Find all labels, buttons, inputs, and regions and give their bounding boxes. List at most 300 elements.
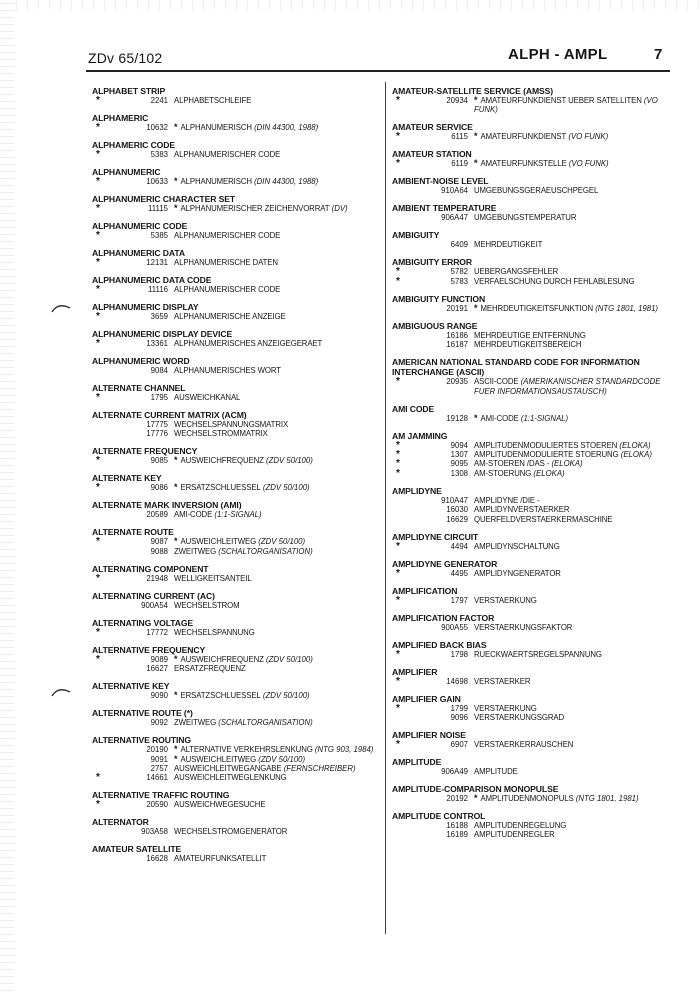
translation-line	[92, 601, 382, 610]
entry-term: ALTERNATE FREQUENCY	[92, 446, 198, 457]
source-reference: (ELOKA)	[551, 459, 583, 469]
translation-text: VERSTAERKUNG	[474, 703, 537, 713]
translation-text: ALPHABETSCHLEIFE	[174, 96, 252, 105]
standard-marker: *	[174, 744, 178, 755]
translation-text: UMGEBUNGSGERAEUSCHPEGEL	[474, 186, 599, 196]
translation-line	[392, 213, 682, 222]
source-reference: (ELOKA)	[619, 440, 651, 450]
translation-line	[92, 231, 382, 240]
translation-text: MEHRDEUTIGKEITSFUNKTION	[480, 303, 594, 313]
entry-star-marker: *	[396, 376, 400, 388]
entry-number: 5383	[150, 150, 168, 159]
translation-text: AMPLITUDE	[474, 767, 518, 777]
entry-number: 14698	[446, 676, 468, 686]
translation-line	[92, 456, 382, 465]
source-reference: (ZDV 50/100)	[266, 654, 313, 664]
entry-number: 9096	[450, 713, 468, 723]
translation-line	[392, 704, 682, 713]
translation-text: VERSTAERKER	[474, 676, 531, 686]
translation-text: WECHSELSTROMGENERATOR	[174, 827, 288, 837]
translation-text: AMPLITUDENREGELUNG	[474, 821, 567, 831]
entry-number: 10632	[146, 123, 168, 132]
translation-line	[392, 623, 682, 632]
entry-number: 6115	[451, 132, 468, 142]
translation-line	[392, 450, 682, 459]
dictionary-entry	[392, 321, 682, 350]
entry-term: ALTERNATING CURRENT (AC)	[92, 590, 215, 601]
translation-line	[392, 596, 682, 605]
translation-line	[392, 277, 682, 286]
translation-text: ALPHANUMERISCH	[180, 177, 252, 186]
dictionary-entry	[392, 486, 682, 524]
dictionary-entry	[92, 302, 382, 321]
entry-number: 1798	[450, 649, 468, 659]
translation-text: WECHSELSPANNUNGSMATRIX	[174, 420, 289, 429]
entry-number: 11115	[148, 204, 168, 213]
translation-line	[92, 664, 382, 673]
translation-text: ZWEITWEG	[174, 546, 217, 556]
translation-line	[92, 764, 382, 773]
entry-star-marker: *	[396, 540, 400, 552]
entry-number: 1795	[150, 393, 168, 402]
dictionary-entry	[392, 257, 682, 286]
translation-line	[92, 827, 382, 836]
entry-star-marker: *	[396, 439, 400, 451]
dictionary-entry	[92, 221, 382, 240]
dictionary-entry	[392, 667, 682, 686]
translation-text: AMATEURFUNKSATELLIT	[174, 854, 267, 864]
header-page-number: 7	[654, 46, 663, 63]
translation-text: WECHSELSTROM	[174, 600, 240, 610]
dictionary-entry	[392, 431, 682, 479]
entry-number: 6119	[451, 159, 468, 169]
dictionary-entry	[92, 194, 382, 213]
dictionary-entry	[392, 294, 682, 313]
entry-term: ALTERNATING VOLTAGE	[92, 617, 194, 628]
translation-text: VERFAELSCHUNG DURCH FEHLABLESUNG	[474, 276, 635, 286]
translation-text: AUSWEICHLEITWEGANGABE	[174, 764, 282, 774]
translation-line	[92, 800, 382, 809]
entry-term: AMBIGUITY	[392, 230, 440, 241]
translation-line	[392, 767, 682, 776]
entry-star-marker: *	[96, 203, 100, 214]
entry-number: 19128	[446, 413, 468, 423]
entry-number: 9091	[150, 754, 168, 764]
translation-line	[92, 574, 382, 583]
dictionary-entry	[92, 844, 382, 863]
translation-text: ASCII-CODE	[474, 377, 519, 387]
translation-line	[92, 123, 382, 132]
dictionary-entry	[392, 640, 682, 659]
entry-number: 4495	[450, 568, 468, 578]
dictionary-entry	[392, 811, 682, 840]
translation-text: AUSWEICHLEITWEGLENKUNG	[174, 773, 287, 783]
entry-number: 20590	[146, 800, 168, 810]
entry-term: ALTERNATOR	[92, 817, 149, 828]
translation-text: ALPHANUMERISCHE DATEN	[174, 258, 278, 267]
translation-text: ERSATZSCHLUESSEL	[180, 691, 261, 701]
entry-star-marker: *	[396, 95, 400, 106]
entry-term: ALTERNATING COMPONENT	[92, 563, 209, 574]
entry-number: 9088	[150, 546, 168, 556]
source-reference: (DIN 44300, 1988)	[254, 177, 319, 186]
entry-number: 20191	[446, 303, 468, 313]
entry-term: ALTERNATE MARK INVERSION (AMI)	[92, 500, 242, 511]
entry-star-marker: *	[396, 266, 400, 278]
dictionary-entry	[92, 356, 382, 375]
source-reference: (ZDV 50/100)	[262, 483, 310, 493]
entry-star-marker: *	[96, 799, 100, 811]
standard-marker: *	[174, 653, 178, 664]
dictionary-entry	[392, 230, 682, 249]
entry-number: 16189	[446, 830, 468, 840]
entry-number: 9086	[150, 483, 168, 493]
dictionary-entry	[92, 708, 382, 727]
dictionary-entry	[92, 681, 382, 700]
source-reference: (AMERIKANISCHER STANDARDCODE FUER INFORMATIONSAUSTAUSCH)	[474, 377, 661, 396]
translation-text: AMPLITUDENREGLER	[474, 830, 555, 840]
dictionary-entry	[92, 500, 382, 519]
source-reference: (ZDV 50/100)	[258, 754, 306, 764]
entry-term: AMPLIFICATION	[392, 585, 458, 596]
dictionary-entry	[392, 203, 682, 222]
binder-hole-mark-icon	[50, 684, 72, 698]
left-column	[92, 86, 382, 871]
translation-line	[92, 483, 382, 492]
translation-text: ERSATZSCHLUESSEL	[180, 483, 261, 493]
translation-text: ALPHANUMERISCH	[180, 123, 252, 132]
entry-number: 4494	[450, 541, 468, 551]
translation-line	[392, 505, 682, 514]
entry-term: AMPLIDYNE	[392, 485, 442, 496]
entry-number: 906A49	[441, 767, 468, 777]
translation-text: AMI-CODE	[174, 510, 213, 520]
entry-number: 21948	[146, 573, 168, 583]
translation-text: QUERFELDVERSTAERKERMASCHINE	[474, 514, 613, 524]
entry-term: AMBIGUITY ERROR	[392, 257, 472, 268]
translation-line	[392, 441, 682, 450]
entry-number: 11116	[148, 285, 168, 294]
translation-text: ERSATZFREQUENZ	[174, 664, 246, 674]
translation-line	[92, 510, 382, 519]
entry-number: 12131	[146, 258, 168, 267]
entry-star-marker: *	[96, 482, 100, 494]
entry-term: AMPLITUDE-COMPARISON MONOPULSE	[392, 784, 559, 795]
entry-number: 20190	[146, 745, 168, 755]
translation-text: MEHRDEUTIGE ENTFERNUNG	[474, 330, 586, 340]
standard-marker: *	[174, 176, 178, 186]
translation-line	[392, 304, 682, 313]
entry-number: 14661	[146, 773, 168, 783]
translation-text: AMPLIDYNGENERATOR	[474, 568, 561, 578]
entry-term: ALTERNATIVE ROUTE (*)	[92, 708, 193, 719]
entry-number: 5783	[450, 276, 468, 286]
source-reference: (SCHALTORGANISATION)	[218, 546, 313, 556]
dictionary-entry	[92, 275, 382, 294]
translation-text: WECHSELSPANNUNG	[174, 627, 255, 637]
entry-star-marker: *	[96, 772, 100, 784]
translation-line	[392, 542, 682, 551]
entry-term: AMBIENT TEMPERATURE	[392, 203, 497, 214]
entry-term: ALPHANUMERIC WORD	[92, 356, 190, 366]
translation-line	[92, 429, 382, 438]
standard-marker: *	[174, 536, 178, 547]
translation-text: ZWEITWEG	[174, 718, 217, 728]
translation-text: AMPLITUDENMONOPULS	[480, 794, 574, 804]
entry-star-marker: *	[96, 230, 100, 241]
standard-marker: *	[174, 482, 178, 493]
scan-noise-left	[0, 0, 14, 993]
entry-term: AMBIENT-NOISE LEVEL	[392, 176, 489, 187]
standard-marker: *	[474, 158, 478, 169]
entry-term: AMATEUR SERVICE	[392, 122, 473, 133]
standard-marker: *	[174, 455, 178, 466]
entry-term: ALPHANUMERIC DISPLAY DEVICE	[92, 329, 233, 339]
entry-term: ALTERNATE KEY	[92, 473, 162, 484]
entry-number: 2757	[150, 764, 168, 774]
dictionary-entry	[92, 248, 382, 267]
entry-term: ALTERNATIVE KEY	[92, 681, 170, 692]
entry-term: ALTERNATE ROUTE	[92, 527, 174, 538]
translation-text: VERSTAERKUNGSGRAD	[474, 713, 565, 723]
translation-line	[92, 366, 382, 375]
translation-text: AUSWEICHFREQUENZ	[180, 456, 264, 466]
translation-text: ALPHANUMERISCHES WORT	[174, 366, 281, 375]
translation-text: AMPLITUDENMODULIERTES STOEREN	[474, 440, 618, 450]
dictionary-entry	[392, 149, 682, 168]
entry-term: AMPLITUDE CONTROL	[392, 811, 486, 822]
translation-text: WECHSELSTROMMATRIX	[174, 429, 268, 439]
translation-line	[392, 331, 682, 340]
entry-number: 17772	[146, 627, 168, 637]
translation-text: AUSWEICHFREQUENZ	[180, 654, 264, 664]
translation-line	[392, 677, 682, 686]
entry-star-marker: *	[396, 567, 400, 579]
entry-number: 2241	[150, 96, 168, 105]
source-reference: (NTG 1801, 1981)	[575, 794, 639, 804]
translation-text: AMATEURFUNKDIENST	[480, 132, 567, 142]
entry-number: 20192	[446, 794, 468, 804]
translation-line	[392, 96, 682, 115]
entry-term: AMATEUR STATION	[392, 149, 472, 160]
dictionary-entry	[392, 559, 682, 578]
translation-text: ALPHANUMERISCHES ANZEIGEGERAET	[174, 339, 323, 348]
source-reference: (ZDV 50/100)	[262, 691, 310, 701]
translation-line	[392, 469, 682, 478]
header-rule	[86, 70, 670, 72]
dictionary-entry	[392, 122, 682, 141]
translation-line	[92, 745, 382, 754]
translation-line	[392, 794, 682, 803]
translation-line	[92, 312, 382, 321]
dictionary-entry	[92, 140, 382, 159]
entry-number: 16030	[446, 505, 468, 515]
translation-line	[392, 713, 682, 722]
entry-term: ALTERNATIVE FREQUENCY	[92, 644, 206, 655]
translation-line	[92, 420, 382, 429]
dictionary-entry	[92, 113, 382, 132]
standard-marker: *	[474, 412, 478, 423]
entry-star-marker: *	[396, 131, 400, 143]
entry-number: 16188	[446, 821, 468, 831]
translation-text: ALPHANUMERISCHER CODE	[174, 231, 281, 240]
translation-line	[92, 204, 382, 213]
translation-line	[92, 96, 382, 105]
entry-number: 3659	[150, 312, 168, 321]
entry-term: ALPHANUMERIC	[92, 167, 161, 177]
translation-line	[392, 650, 682, 659]
translation-line	[392, 340, 682, 349]
translation-line	[92, 285, 382, 294]
entry-star-marker: *	[396, 594, 400, 606]
right-column	[392, 86, 682, 847]
dictionary-entry	[92, 817, 382, 836]
header-document-id: ZDv 65/102	[88, 50, 163, 66]
entry-number: 9094	[450, 440, 468, 450]
dictionary-entry	[392, 757, 682, 776]
translation-text: ALPHANUMERISCHER CODE	[174, 150, 281, 159]
entry-number: 900A54	[141, 600, 168, 610]
translation-text: AMPLITUDENMODULIERTE STOERUNG	[474, 450, 619, 460]
entry-number: 13361	[146, 339, 168, 348]
translation-line	[92, 393, 382, 402]
translation-line	[92, 755, 382, 764]
translation-line	[392, 830, 682, 839]
dictionary-entry	[392, 613, 682, 632]
entry-star-marker: *	[396, 158, 400, 170]
translation-line	[92, 628, 382, 637]
translation-text: AMPLIDYNVERSTAERKER	[474, 505, 570, 515]
entry-term: ALTERNATIVE TRAFFIC ROUTING	[92, 790, 230, 801]
entry-term: ALPHANUMERIC CODE	[92, 221, 188, 231]
entry-number: 10633	[146, 177, 168, 186]
source-reference: (ELOKA)	[620, 450, 652, 460]
entry-star-marker: *	[96, 95, 100, 106]
translation-text: WELLIGKEITSANTEIL	[174, 573, 252, 583]
entry-term: AMBIGUITY FUNCTION	[392, 293, 486, 304]
source-reference: (DIN 44300, 1988)	[254, 123, 319, 132]
translation-line	[392, 496, 682, 505]
entry-number: 1307	[450, 450, 468, 460]
translation-text: VERSTAERKUNG	[474, 595, 537, 605]
entry-term: AMPLIFIER GAIN	[392, 693, 461, 704]
entry-term: ALPHANUMERIC CHARACTER SET	[92, 194, 236, 204]
standard-marker: *	[474, 131, 478, 142]
column-divider	[385, 82, 386, 934]
entry-term: AMPLIDYNE CIRCUIT	[392, 531, 479, 542]
entry-term: ALTERNATE CHANNEL	[92, 383, 186, 393]
entry-star-marker: *	[96, 626, 100, 638]
dictionary-entry	[92, 645, 382, 674]
dictionary-entry	[92, 383, 382, 402]
dictionary-entry	[92, 735, 382, 783]
entry-term: ALPHANUMERIC DATA CODE	[92, 275, 212, 285]
translation-line	[92, 547, 382, 556]
entry-term: ALTERNATE CURRENT MATRIX (ACM)	[92, 410, 247, 420]
dictionary-entry	[92, 410, 382, 439]
entry-term: AMPLITUDE	[392, 757, 442, 768]
translation-line	[92, 854, 382, 863]
translation-text: AUSWEICHWEGESUCHE	[174, 800, 266, 810]
entry-number: 16627	[146, 664, 168, 674]
source-reference: (ZDV 50/100)	[258, 537, 306, 547]
entry-number: 5385	[150, 231, 168, 240]
entry-number: 6409	[450, 240, 468, 250]
dictionary-entry	[92, 446, 382, 465]
translation-text: AMATEURFUNKSTELLE	[480, 159, 567, 169]
entry-number: 17776	[146, 429, 168, 439]
entry-term: AMPLIFIER NOISE	[392, 730, 466, 741]
dictionary-entry	[92, 86, 382, 105]
entry-number: 16186	[446, 330, 468, 340]
entry-number: 9092	[150, 718, 168, 728]
translation-line	[92, 177, 382, 186]
translation-text: AMPLIDYNSCHALTUNG	[474, 541, 560, 551]
translation-text: AM-STOEREN /DAS -	[474, 459, 550, 469]
entry-number: 900A55	[441, 622, 468, 632]
entry-term: AMERICAN NATIONAL STANDARD CODE FOR INFORMATION INTERCHANGE (ASCII)	[392, 357, 640, 378]
entry-number: 16628	[146, 854, 168, 864]
entry-term: AMI CODE	[392, 403, 435, 414]
standard-marker: *	[474, 793, 478, 804]
entry-star-marker: *	[96, 338, 100, 349]
translation-line	[92, 655, 382, 664]
entry-number: 6907	[450, 740, 468, 750]
translation-line	[392, 377, 682, 396]
translation-text: AMPLIDYNE /DIE -	[474, 495, 540, 505]
entry-star-marker: *	[96, 257, 100, 268]
entry-number: 9085	[150, 456, 168, 466]
entry-term: ALTERNATIVE ROUTING	[92, 735, 191, 746]
translation-text: AUSWEICHKANAL	[174, 393, 241, 402]
translation-line	[392, 159, 682, 168]
entry-star-marker: *	[96, 149, 100, 160]
source-reference: (SCHALTORGANISATION)	[218, 718, 313, 728]
translation-line	[92, 537, 382, 546]
entry-star-marker: *	[96, 122, 100, 133]
entry-star-marker: *	[396, 458, 400, 470]
source-reference: (1:1-SIGNAL)	[520, 413, 569, 423]
translation-text: ALPHANUMERISCHE ANZEIGE	[174, 312, 286, 321]
entry-term: ALPHANUMERIC DISPLAY	[92, 302, 199, 312]
entry-term: ALPHAMERIC	[92, 113, 149, 123]
translation-line	[392, 240, 682, 249]
entry-star-marker: *	[96, 392, 100, 403]
entry-number: 910A47	[441, 495, 468, 505]
translation-line	[392, 740, 682, 749]
translation-line	[392, 267, 682, 276]
dictionary-entry	[392, 86, 682, 115]
entry-star-marker: *	[96, 536, 100, 548]
dictionary-entry	[392, 586, 682, 605]
translation-text: VERSTAERKERRAUSCHEN	[474, 740, 574, 750]
translation-text: MEHRDEUTIGKEIT	[474, 240, 543, 250]
translation-line	[92, 691, 382, 700]
dictionary-entry	[92, 527, 382, 556]
dictionary-entry	[92, 591, 382, 610]
translation-text: RUECKWAERTSREGELSPANNUNG	[474, 649, 602, 659]
dictionary-entry	[392, 404, 682, 423]
translation-text: ALTERNATIVE VERKEHRSLENKUNG	[180, 745, 313, 755]
entry-star-marker: *	[396, 275, 400, 287]
translation-line	[392, 569, 682, 578]
header-range: ALPH - AMPL	[508, 46, 608, 63]
dictionary-entry	[92, 473, 382, 492]
source-reference: (FERNSCHREIBER)	[283, 764, 356, 774]
entry-number: 9087	[150, 537, 168, 547]
dictionary-entry	[92, 329, 382, 348]
scan-noise-top	[0, 0, 700, 10]
